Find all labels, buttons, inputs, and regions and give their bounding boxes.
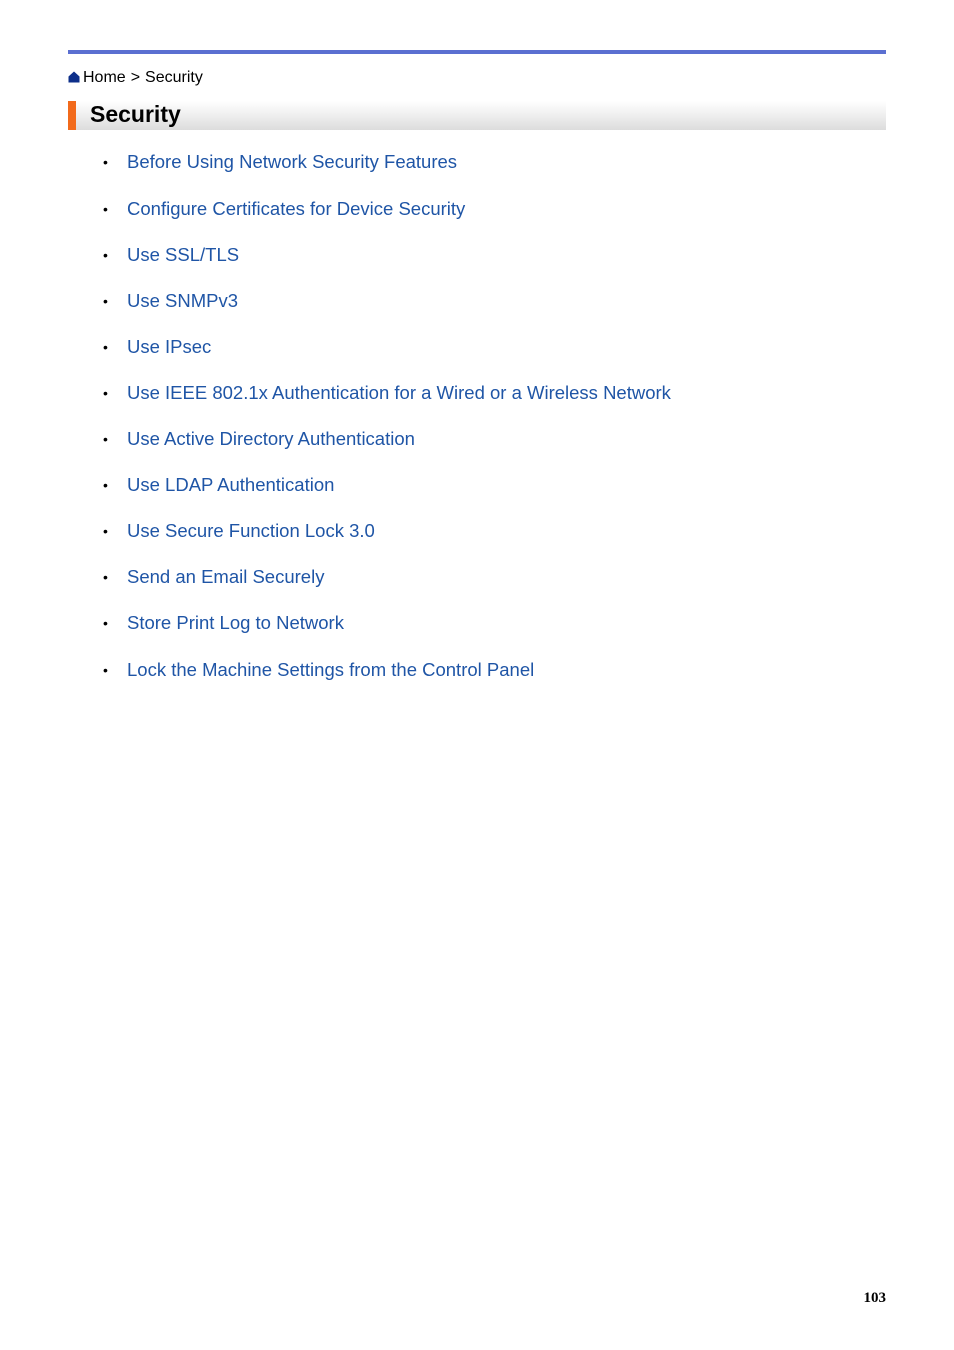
list-item xyxy=(103,519,375,543)
title-bar xyxy=(68,101,886,130)
list-item xyxy=(103,289,238,313)
list-item xyxy=(103,611,344,635)
topic-link[interactable]: Before Using Network Security Features xyxy=(127,151,458,172)
bullet: • xyxy=(103,385,108,401)
topic-link[interactable]: Use IPsec xyxy=(127,336,212,357)
bullet: • xyxy=(103,662,108,678)
bullet: • xyxy=(103,523,108,539)
topic-link[interactable]: Store Print Log to Network xyxy=(127,612,344,633)
breadcrumb xyxy=(68,68,203,88)
bullet: • xyxy=(103,201,108,217)
topic-link[interactable]: Use SNMPv3 xyxy=(127,290,239,311)
topic-link[interactable]: Send an Email Securely xyxy=(127,566,325,587)
bullet: • xyxy=(103,615,108,631)
list-item xyxy=(103,150,457,174)
list-item xyxy=(103,243,239,267)
topic-link[interactable]: Configure Certificates for Device Security xyxy=(127,198,466,219)
bullet: • xyxy=(103,293,108,309)
topic-link[interactable]: Use Active Directory Authentication xyxy=(127,428,415,449)
list-item xyxy=(103,473,334,497)
home-icon[interactable] xyxy=(68,71,80,83)
title-accent-bar xyxy=(68,101,76,130)
list-item xyxy=(103,427,415,451)
page-title: Security xyxy=(90,101,181,127)
topic-link[interactable]: Use IEEE 802.1x Authentication for a Wired or a Wireless Network xyxy=(127,382,671,403)
breadcrumb-home-link[interactable]: Home xyxy=(83,69,126,86)
topic-link[interactable]: Use SSL/TLS xyxy=(127,244,240,265)
bullet: • xyxy=(103,154,108,170)
bullet: • xyxy=(103,431,108,447)
list-item xyxy=(103,658,534,682)
breadcrumb-separator: > xyxy=(130,69,141,86)
header-rule xyxy=(68,50,886,54)
topic-link[interactable]: Lock the Machine Settings from the Control Panel xyxy=(127,659,535,680)
bullet: • xyxy=(103,569,108,585)
list-item xyxy=(103,335,211,359)
bullet: • xyxy=(103,247,108,263)
page-number: 103 xyxy=(863,1290,886,1306)
topic-link[interactable]: Use Secure Function Lock 3.0 xyxy=(127,520,375,541)
list-item xyxy=(103,381,671,405)
bullet: • xyxy=(103,339,108,355)
list-item xyxy=(103,565,324,589)
breadcrumb-current: Security xyxy=(145,69,203,86)
bullet: • xyxy=(103,477,108,493)
list-item xyxy=(103,197,465,221)
topic-link[interactable]: Use LDAP Authentication xyxy=(127,474,335,495)
